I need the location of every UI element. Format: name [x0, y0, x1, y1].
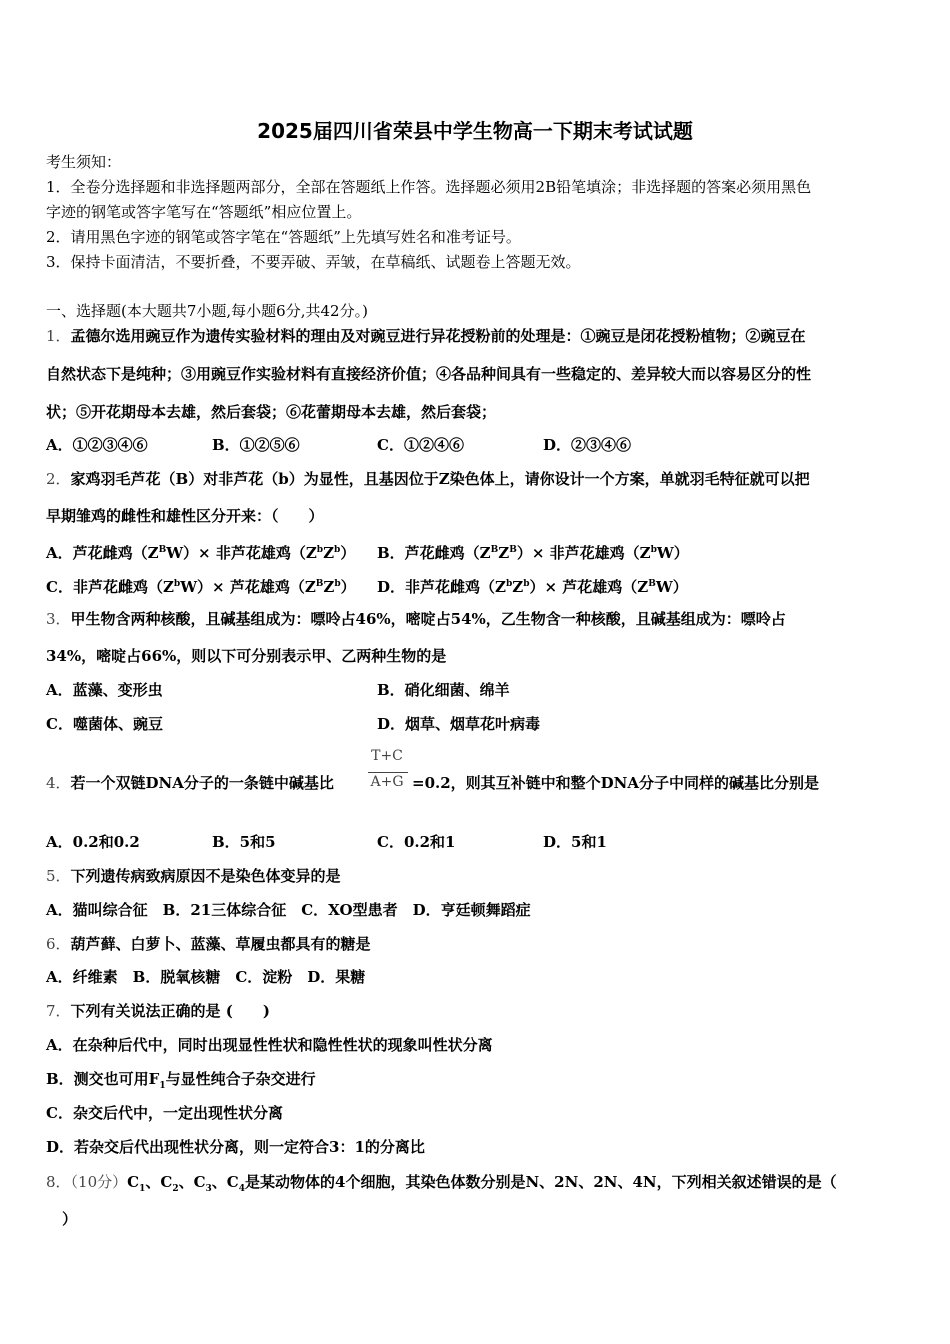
q4-option-d: D．5和1: [543, 833, 607, 851]
question-8: 8．（10分）$C_1$、$C_2$、$C_3$、$C_4$是某动物体的4个细胞，其染色体数分别是N、2N、2N、4N，下列相关叙述错误的是（: [46, 1173, 837, 1194]
q4-option-a: A．0.2和0.2: [46, 833, 140, 851]
q7-option-d: D．若杂交后代出现性状分离，则一定符合3：1的分离比: [46, 1138, 425, 1156]
question-3: 3．甲生物含两种核酸，且碱基组成为：嘌呤占46%，嘧啶占54%，乙生物含一种核酸，且碱基组成为：嘌呤占: [46, 610, 786, 628]
q3-option-d: D．烟草、烟草花叶病毒: [377, 715, 541, 733]
q2-option-a: A．芦花雌鸡$(Z^BW)\times$ 非芦花雄鸡$(Z^bZ^b)$: [46, 544, 356, 562]
fraction-line: [368, 772, 408, 773]
fraction-numerator: T+C: [371, 748, 403, 764]
page-title: 2025届四川省荣县中学生物高一下期末考试试题: [257, 119, 693, 143]
q4-option-b: B．5和5: [212, 833, 276, 851]
question-4: 4．若一个双链DNA分子的一条链中碱基比: [46, 774, 334, 792]
q7-option-b: B．测交也可用$F_1$与显性纯合子杂交进行: [46, 1070, 316, 1091]
q1-option-c: C．①②④⑥: [377, 436, 464, 454]
notice-item: 字迹的钢笔或答字笔写在“答题纸”相应位置上。: [46, 203, 362, 221]
q1-option-b: B．①②⑤⑥: [212, 436, 300, 454]
notice-heading: 考生须知：: [46, 153, 122, 171]
q3-option-a: A．蓝藻、变形虫: [46, 681, 163, 699]
question-2-line: 早期雏鸡的雌性和雄性区分开来：（ ）: [46, 507, 324, 525]
q1-option-d: D．②③④⑥: [543, 436, 632, 454]
q2-option-d: D．非芦花雌鸡$(Z^bZ^b)\times$ 芦花雄鸡$(Z^BW)$: [377, 578, 688, 596]
q7-option-c: C．杂交后代中，一定出现性状分离: [46, 1104, 283, 1122]
question-4-rest: =0.2，则其互补链中和整个DNA分子中同样的碱基比分别是: [412, 774, 820, 792]
notice-item: 2．请用黑色字迹的钢笔或答字笔在“答题纸”上先填写姓名和准考证号。: [46, 228, 521, 246]
q5-options: A．猫叫综合征 B．21三体综合征 C．XO型患者 D．亨廷顿舞蹈症: [46, 901, 531, 919]
question-3-line: 34%，嘧啶占66%，则以下可分别表示甲、乙两种生物的是: [46, 647, 447, 665]
q1-option-a: A．①②③④⑥: [46, 436, 148, 454]
q2-option-c: C．非芦花雌鸡$(Z^bW)\times$ 芦花雄鸡$(Z^BZ^b)$: [46, 578, 356, 596]
section-heading: 一、选择题(本大题共7小题,每小题6分,共42分。): [46, 302, 368, 320]
q3-option-b: B．硝化细菌、绵羊: [377, 681, 510, 699]
q2-option-b: B．芦花雌鸡$(Z^BZ^B)\times$ 非芦花雄鸡$(Z^bW)$: [377, 544, 689, 562]
notice-item: 1．全卷分选择题和非选择题两部分，全部在答题纸上作答。选择题必须用2B铅笔填涂；非选择题的答案必须用黑色: [46, 178, 812, 196]
q6-options: A．纤维素 B．脱氧核糖 C．淀粉 D．果糖: [46, 968, 366, 986]
q4-option-c: C．0.2和1: [377, 833, 456, 851]
fraction-denominator: A+G: [370, 774, 404, 790]
question-1-line: 自然状态下是纯种；③用豌豆作实验材料有直接经济价值；④各品种间具有一些稳定的、差异较大而以容易区分的性: [46, 365, 812, 383]
question-2: 2．家鸡羽毛芦花（B）对非芦花（b）为显性，且基因位于Z染色体上，请你设计一个方案，单就羽毛特征就可以把: [46, 470, 810, 488]
q3-option-c: C．噬菌体、豌豆: [46, 715, 163, 733]
notice-item: 3．保持卡面清洁，不要折叠，不要弄破、弄皱，在草稿纸、试题卷上答题无效。: [46, 253, 581, 271]
question-7: 7．下列有关说法正确的是 ( ): [46, 1002, 270, 1020]
question-1-line: 状；⑤开花期母本去雄，然后套袋；⑥花蕾期母本去雄，然后套袋；: [46, 403, 497, 421]
question-5: 5．下列遗传病致病原因不是染色体变异的是: [46, 867, 341, 885]
question-8-line: ）: [62, 1210, 78, 1228]
q7-option-a: A．在杂种后代中，同时出现显性性状和隐性性状的现象叫性状分离: [46, 1036, 493, 1054]
question-6: 6．葫芦藓、白萝卜、蓝藻、草履虫都具有的糖是: [46, 935, 371, 953]
question-1: 1．孟德尔选用豌豆作为遗传实验材料的理由及对豌豆进行异花授粉前的处理是：①豌豆是闭花授粉植物；②豌豆在: [46, 327, 806, 345]
